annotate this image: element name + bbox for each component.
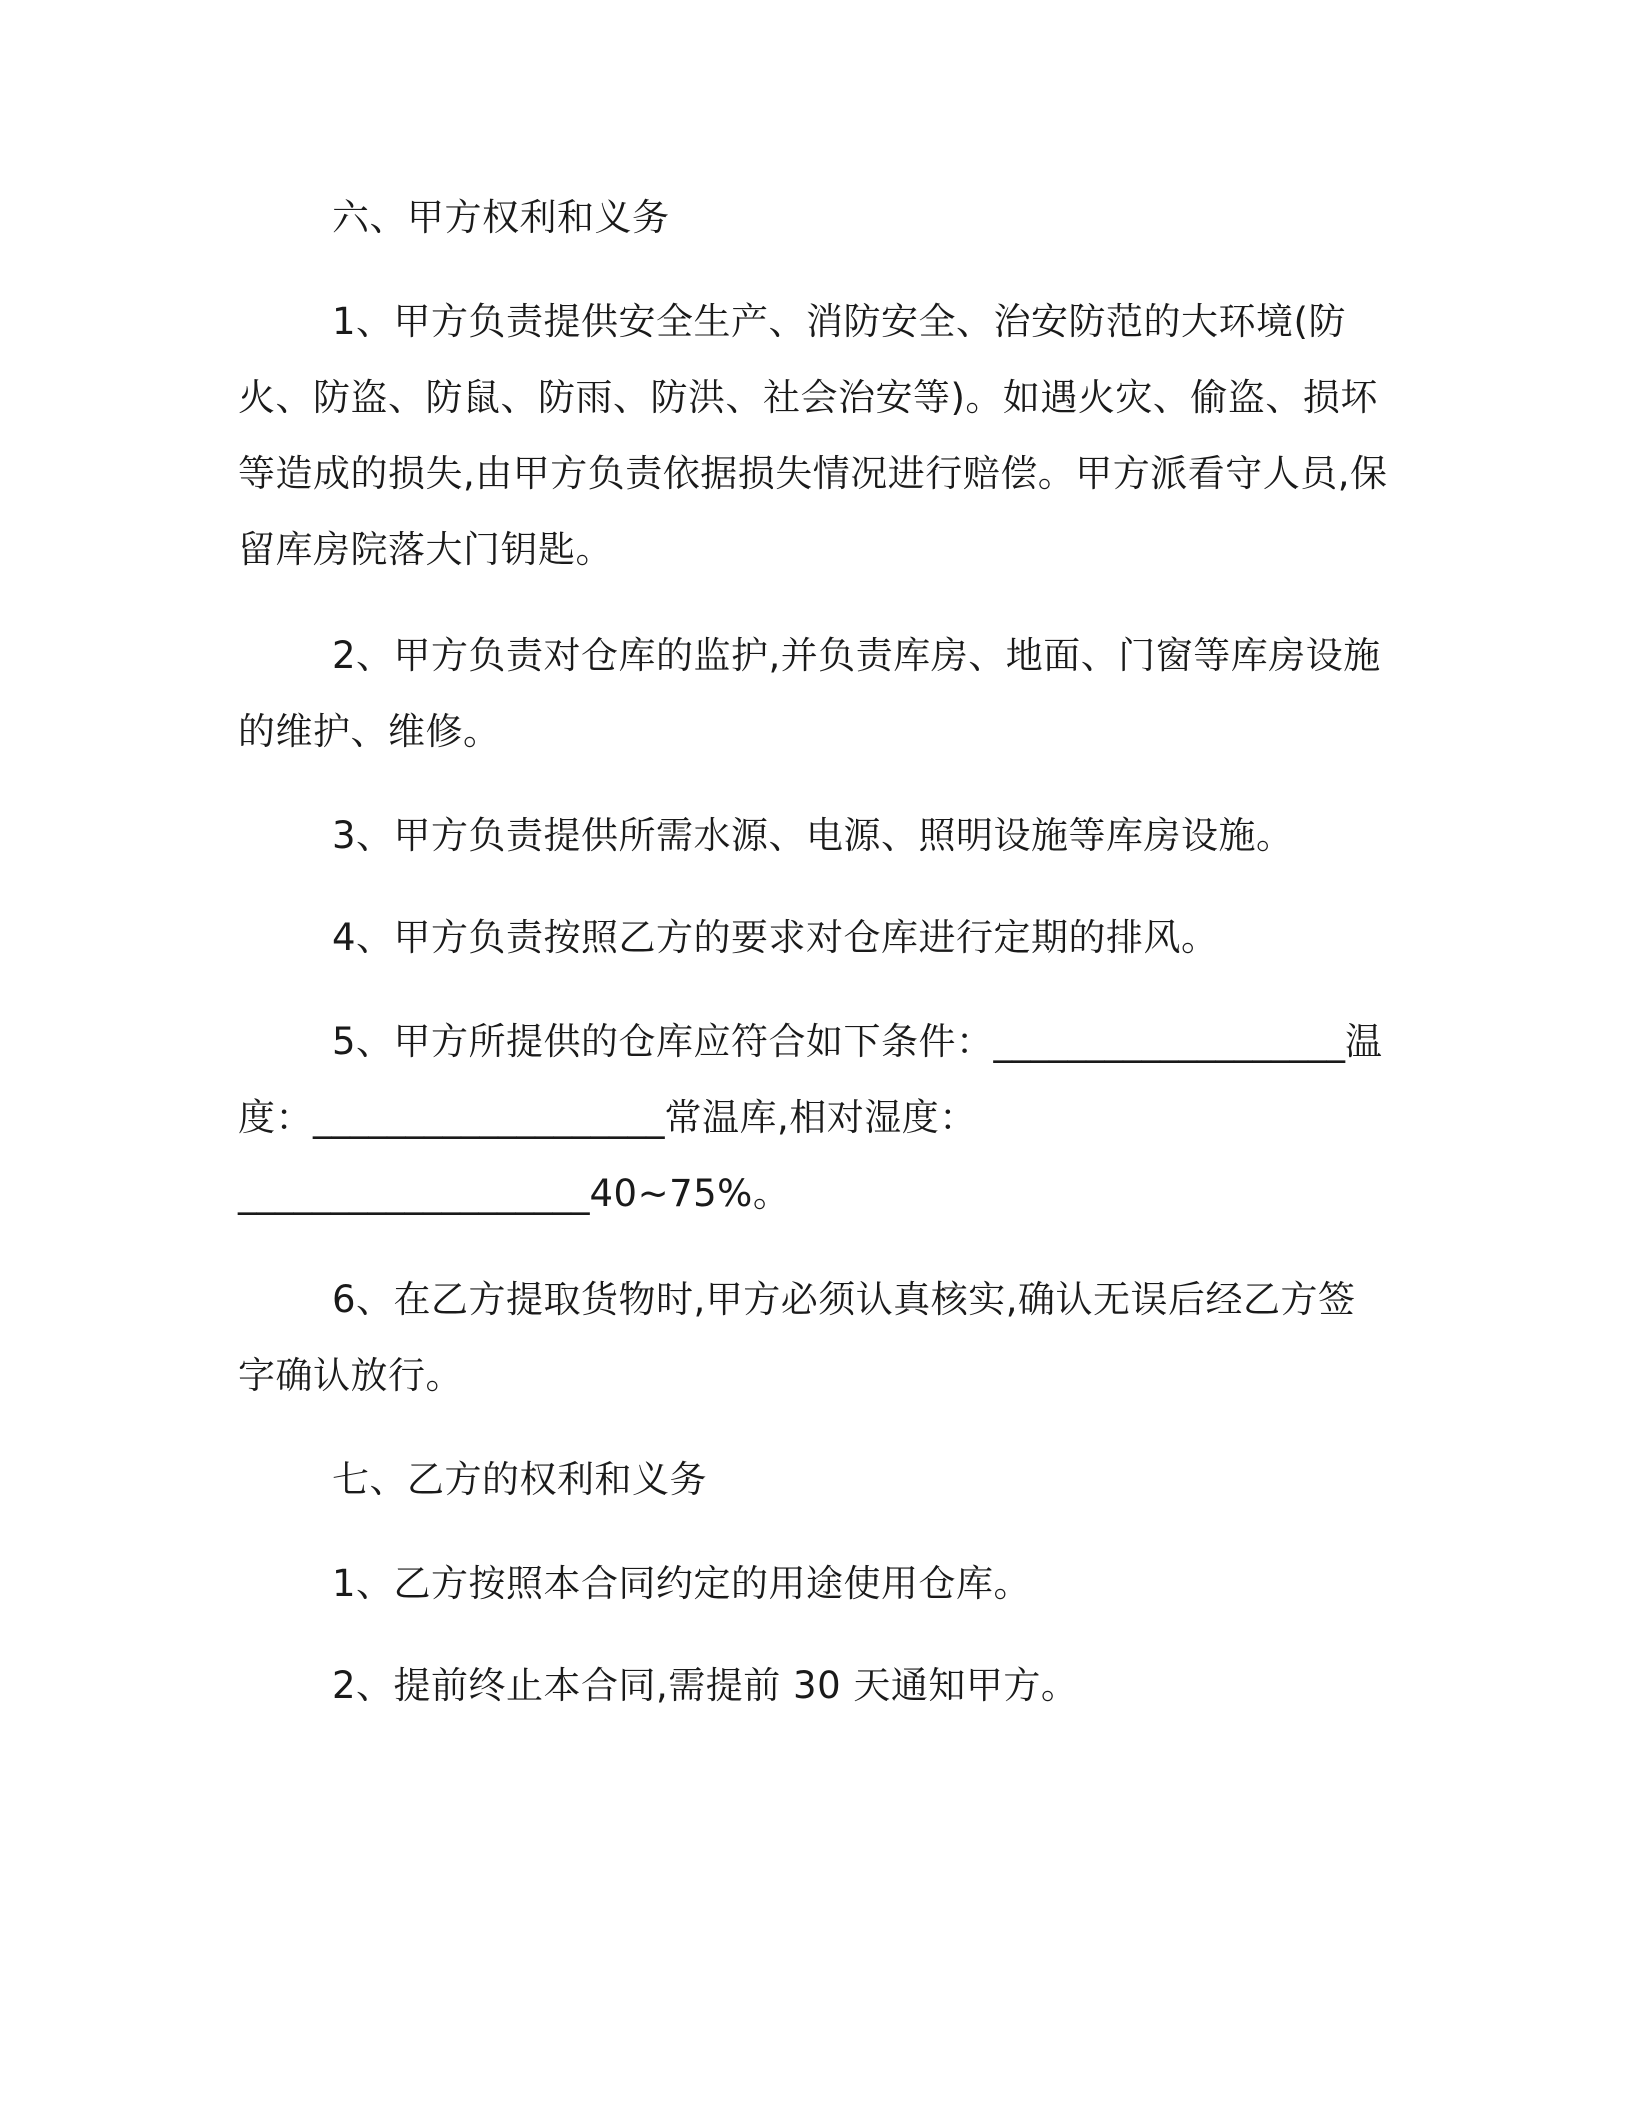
section-6-item-4: 4、甲方负责按照乙方的要求对仓库进行定期的排风。	[332, 916, 1219, 959]
blank-line: ___________________	[313, 1096, 665, 1139]
section-6-item-2: 2、甲方负责对仓库的监护,并负责库房、地面、门窗等库房设施的维护、维修。	[238, 634, 1381, 753]
temperature-label: 温度：	[238, 1020, 1383, 1139]
section-6-item-5	[238, 1004, 1388, 1232]
blank-line: ___________________	[993, 1020, 1346, 1063]
section-7-item-2: 2、提前终止本合同,需提前 30 天通知甲方。	[332, 1664, 1079, 1707]
section-6-heading: 六、甲方权利和义务	[332, 196, 670, 239]
section-7-item-1: 1、乙方按照本合同约定的用途使用仓库。	[332, 1562, 1032, 1605]
item-5-lead: 5、甲方所提供的仓库应符合如下条件：	[332, 1020, 994, 1063]
section-7-heading: 七、乙方的权利和义务	[332, 1458, 707, 1501]
temperature-value: 常温库,相对湿度：	[664, 1096, 977, 1139]
section-6-item-6: 6、在乙方提取货物时,甲方必须认真核实,确认无误后经乙方签字确认放行。	[238, 1278, 1356, 1397]
blank-line: ___________________	[238, 1172, 590, 1215]
humidity-value: 40~75%。	[589, 1172, 791, 1215]
section-6-item-1: 1、甲方负责提供安全生产、消防安全、治安防范的大环境(防火、防盗、防鼠、防雨、防洪、社会治安等)。如遇火灾、偷盗、损坏等造成的损失,由甲方负责依据损失情况进行赔偿。甲方派看守人员,保留库房院落大门钥匙。	[238, 300, 1388, 571]
section-6-item-3: 3、甲方负责提供所需水源、电源、照明设施等库房设施。	[332, 814, 1294, 857]
